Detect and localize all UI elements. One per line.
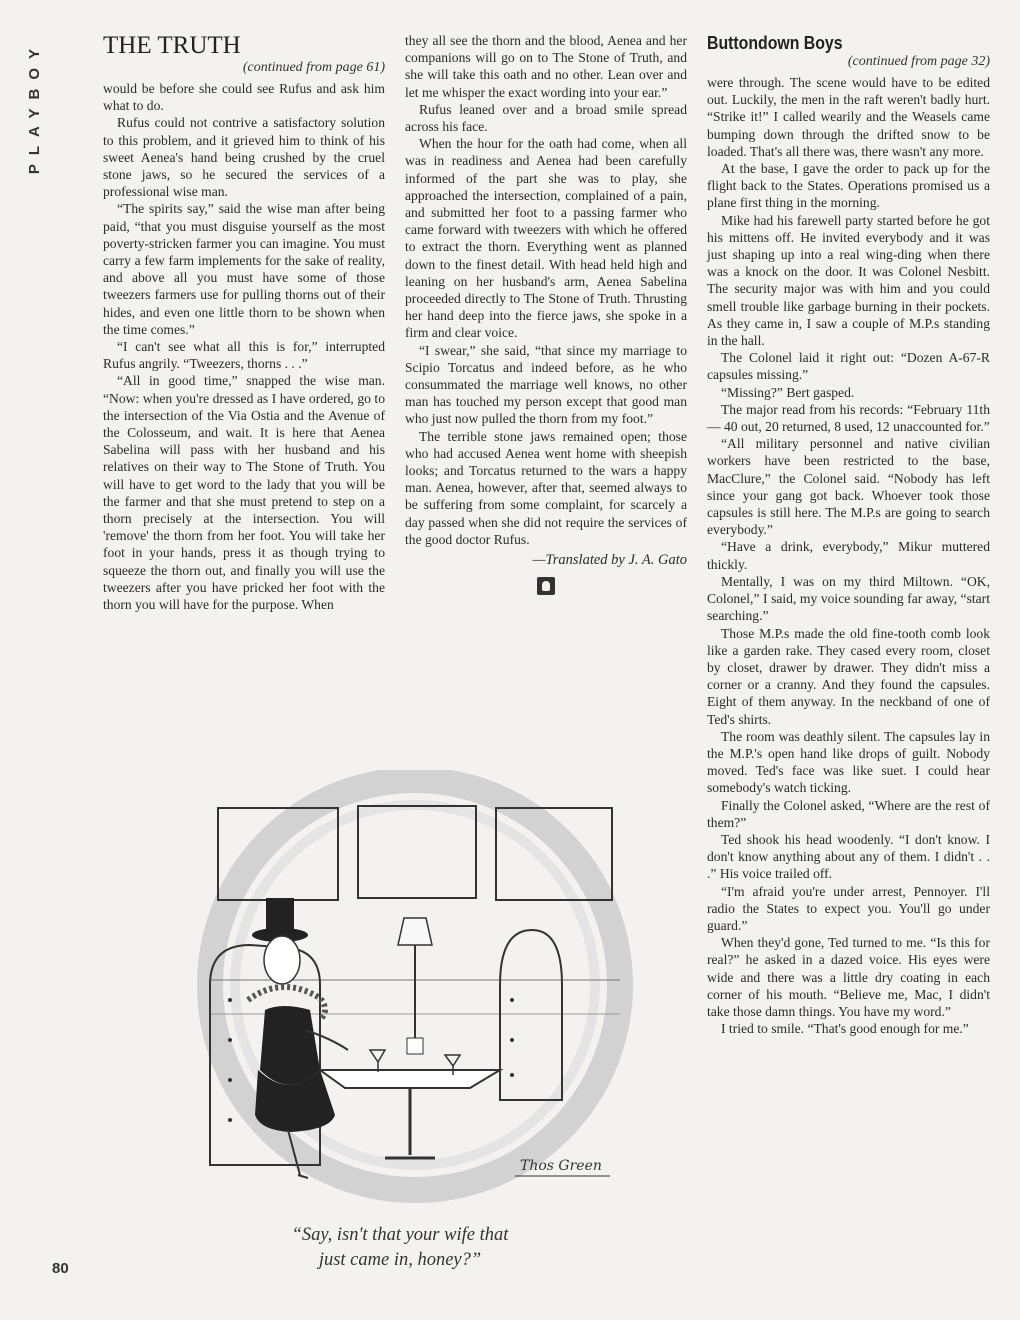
- column-2: [405, 32, 687, 595]
- paragraph: “I can't see what all this is for,” interrupted Rufus angrily. “Tweezers, thorns . . .”: [103, 339, 385, 372]
- paragraph: I tried to smile. “That's good enough for me.”: [721, 1021, 969, 1037]
- column-3: [707, 32, 990, 1037]
- paragraph: When they'd gone, Ted turned to me. “Is this for real?” he asked in a dazed voice. His eyes were wide and there was a little dry coating in each corner of his mouth. “Believe me, Mac, I didn't take those damn things. You have my word.”: [707, 935, 990, 1019]
- artist-signature: Thos Green: [520, 1158, 602, 1174]
- cartoon-illustration: [170, 770, 640, 1210]
- caption-line: just came in, honey?”: [318, 1250, 482, 1270]
- paragraph: “All in good time,” snapped the wise man. “Now: when you're dressed as I have ordered, go to the intersection of the Via Ostia and the Avenue of the Colosseum, and wait. It is here that Aenea Sabelina will pass with her husband and his relatives on their way to The Stone of Truth. You will have to get word to the lady that you will be the farmer and that she must pretend to step on a thorn precisely at the intersection. You will 'remove' the thorn from her foot. You will take her foot in your hands, press it as though trying to squeeze the thorn out, and finally you will use the tweezers after you have pricked her foot with the thorn you will have for the purpose. When: [103, 373, 385, 613]
- paragraph: Finally the Colonel asked, “Where are the rest of them?”: [707, 797, 990, 830]
- paragraph: would be before she could see Rufus and ask him what to do.: [103, 81, 385, 114]
- paragraph: “I'm afraid you're under arrest, Pennoyer. I'll radio the States to expect you. You'll go under guard.”: [707, 883, 990, 933]
- paragraph: “Missing?” Bert gasped.: [721, 384, 855, 400]
- paragraph: Those M.P.s made the old fine-tooth comb look like a garden rake. They cased every room, closet by closet, drawer by drawer. They didn't miss a corner or a cranny. And they found the capsules. Eight of them anyway. In the neckband of one of Ted's shirts.: [707, 625, 990, 727]
- paragraph: The major read from his records: “February 11th — 40 out, 20 returned, 8 used, 12 unaccounted for.”: [707, 401, 990, 435]
- paragraph: The room was deathly silent. The capsules lay in the M.P.'s open hand like drops of guilt. Nobody moved. Ted's face was like suet. I could hear somebody's watch ticking.: [707, 728, 990, 796]
- paragraph: Rufus could not contrive a satisfactory solution to this problem, and it grieved him to think of his sweet Aenea's hand being crushed by the cruel stone jaws, so he secured the services of a professional wise man.: [103, 115, 385, 200]
- end-mark-icon: [537, 577, 555, 595]
- paragraph: Mentally, I was on my third Miltown. “OK, Colonel,” I said, my voice sounding far away, “start searching.”: [707, 573, 990, 624]
- paragraph: The terrible stone jaws remained open; those who had accused Aenea went home with sheepish looks; and Torcatus returned to the wars a happy man. Aenea, however, after that, seemed always to be suffering from some complaint, for scarcely a day passed when she did not require the services of the good doctor Rufus.: [405, 428, 687, 547]
- paragraph: Mike had his farewell party started before he got his mittens off. He invited everybody and it was just shaping up into a real wing-ding when there was a knock on the door. It was Colonel Nesbitt. The security major was with him and you could smell trouble like garbage burning in their pockets. As they came in, I saw a couple of M.P.s standing in the hall.: [707, 212, 990, 349]
- continued-note: (continued from page 32): [847, 54, 990, 69]
- paragraph: Rufus leaned over and a broad smile spread across his face.: [405, 101, 687, 135]
- article-body: [103, 80, 385, 613]
- paragraph: When the hour for the oath had come, when all was in readiness and Aenea had been carefully informed of the part she was to play, she approached the intersection, complained of a pain, and submitted her foot to a passing farmer who came forward with tweezers with which he offered to extract the thorn. Everything went as planned down to the finest detail. With head held high and leaning on her husband's arm, Aenea Sabelina proceeded directly to The Stone of Truth. Thrusting her hand deep into the fierce jaws, she spoke in a firm and clear voice.: [405, 136, 687, 341]
- paragraph: “All military personnel and native civilian workers have been restricted to the base, MacClure,” the Colonel said. “Nobody has left since your gang got back. Whoever took those capsules is still here. The M.P.s are going to search everybody.”: [707, 436, 990, 538]
- article-title: THE TRUTH: [103, 32, 241, 59]
- article-body: [707, 74, 990, 1037]
- paragraph: they all see the thorn and the blood, Aenea and her companions will go on to The Stone of Truth, and she will take this oath and no other. Lean over and let me whisper the exact wording into your ear.”: [405, 33, 687, 100]
- article-title: Buttondown Boys: [707, 33, 843, 53]
- paragraph: “I swear,” she said, “that since my marriage to Scipio Torcatus and indeed before, as he who consummated the marriage well knows, no other man has touched my person except that good man who just now pulled the thorn from my foot.”: [405, 342, 687, 427]
- cartoon-caption: [200, 1223, 600, 1273]
- continued-note: (continued from page 61): [242, 60, 385, 75]
- paragraph: At the base, I gave the order to pack up for the flight back to the States. Operations promised us a plane first thing in the morning.: [707, 161, 990, 211]
- paragraph: were through. The scene would have to be edited out. Luckily, the men in the raft weren't badly hurt. “Strike it!” I called wearily and the Weasels came bumping down through the drifted snow to be loaded. That's all there was, there wasn't any more.: [707, 75, 990, 159]
- paragraph: “Have a drink, everybody,” Mikur muttered thickly.: [707, 539, 990, 572]
- column-1: [103, 32, 385, 613]
- page-number: 80: [52, 1260, 69, 1277]
- article-body: [405, 32, 687, 548]
- caption-line: “Say, isn't that your wife that: [291, 1225, 509, 1245]
- paragraph: “The spirits say,” said the wise man after being paid, “that you must disguise yourself as the most poverty-stricken farmer you can imagine. You must carry a few farm implements for the sake of reality, and above all you must have some of those tweezers farmers use for pulling thorns out of their hides, and even one little thorn to be shown when the time comes.”: [103, 201, 385, 337]
- translator-credit: —Translated by J. A. Gato: [532, 552, 687, 569]
- paragraph: Ted shook his head woodenly. “I don't know. I don't know anything about any of them. I didn't . . .” His voice trailed off.: [707, 831, 990, 882]
- paragraph: The Colonel laid it right out: “Dozen A-67-R capsules missing.”: [707, 350, 990, 383]
- masthead: PLAYBOY: [26, 40, 43, 175]
